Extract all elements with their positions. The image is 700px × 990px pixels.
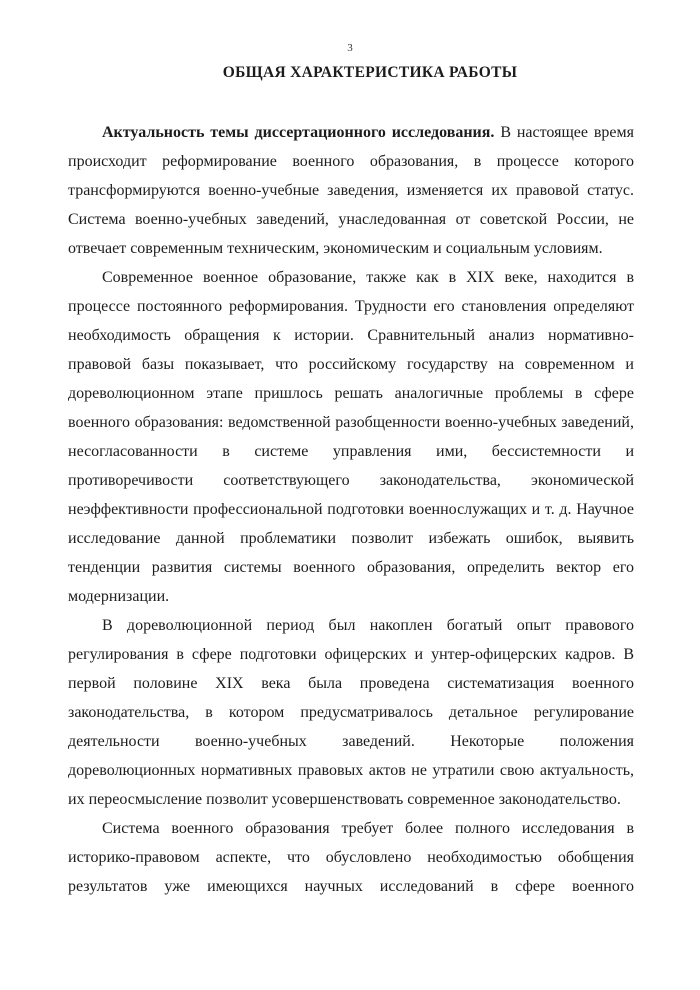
paragraph-modern-education: Современное военное образование, также как в XIX веке, находится в процессе постоянного реформирования. Трудности его становления определяют необходимость обращения к истории. Сравнительный анализ нормативно-правовой базы показывает, что российскому государству на современном и дореволюционном этапе пришлось решать аналогичные проблемы в сфере военного образования: ведомственной разобщенности военно-учебных заведений, несогласованности в системе управления ими, бессистемности и противоречивости соответствующего законодательства, экономической неэффективности профессиональной подготовки военнослужащих и т. д. Научное исследование данной проблематики позволит избежать ошибок, выявить тенденции развития системы военного образования, определить вектор его модернизации. (68, 269, 634, 605)
paragraph-text: В настоящее время происходит реформирование военного образования, в процессе которого трансформируются военно-учебные заведения, изменяется их правовой статус. Система военно-учебных заведений, унаследованная от советской России, не отвечает современным техническим, экономическим и социальным условиям. (68, 124, 635, 257)
paragraph-relevance (68, 118, 634, 263)
paragraph-research-need: Система военного образования требует более полного исследования в историко-правовом аспекте, что обусловлено необходимостью обобщения результатов уже имеющихся научных исследований в сфере военного (68, 820, 634, 895)
page-number: 3 (347, 42, 353, 54)
paragraph-lead-heading: Актуальность темы диссертационного исследования. (102, 124, 495, 141)
paragraph-prerevolutionary: В дореволюционной период был накоплен богатый опыт правового регулирования в сфере подготовки офицерских и унтер-офицерских кадров. В первой половине XIX века была проведена систематизация военного законодательства, в котором предусматривалось детальное регулирование деятельности военно-учебных заведений. Некоторые положения дореволюционных нормативных правовых актов не утратили свою актуальность, их переосмысление позволит усовершенствовать современное законодательство. (68, 617, 634, 808)
page-title: ОБЩАЯ ХАРАКТЕРИСТИКА РАБОТЫ (222, 64, 518, 81)
document-body (68, 118, 634, 901)
